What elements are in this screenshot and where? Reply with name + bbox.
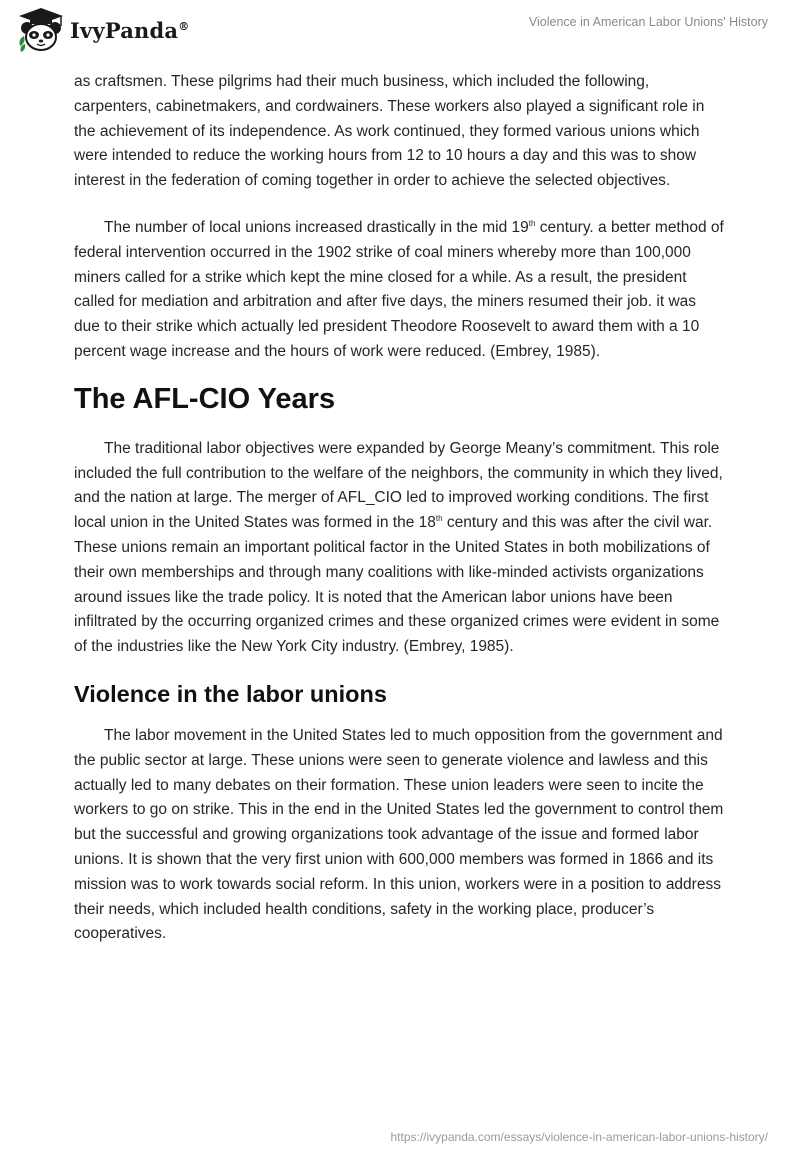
- page-header: [0, 0, 800, 60]
- ivypanda-logo[interactable]: [16, 6, 189, 54]
- section-heading: The AFL-CIO Years: [74, 382, 336, 415]
- ordinal-suffix: th: [528, 218, 536, 228]
- paragraph: The number of local unions increased drastically in the mid 19th century. a better method of federal intervention occurred in the 1902 strike of coal miners whereby more than 100,000 miners called for a strike which kept the mine closed for a while. As a result, the president called for mediation and arbitration and after five days, the miners resumed their job. it was due to their strike which actually led president Theodore Roosevelt to award them with a 10 percent wage increase and the hours of work were reduced. (Embrey, 1985).: [74, 218, 724, 360]
- ordinal-suffix: th: [435, 514, 443, 523]
- essay-content: [74, 70, 724, 947]
- section-heading: Violence in the labor unions: [74, 680, 387, 707]
- registered-mark: ®: [178, 19, 190, 33]
- panda-graduate-icon: [16, 6, 66, 54]
- paragraph: The labor movement in the United States led to much opposition from the government and the public sector at large. These unions were seen to generate violence and lawless and this actually led to many debates on their formation. These union leaders were seen to incite the workers to go on strike. This in the end in the United States led the government to control them but the successful and growing organizations took advantage of the issue and formed labor unions. It is shown that the very first union with 600,000 members was formed in 1866 and its mission was to work towards social reform. In this union, workers were in a position to address their needs, which included health conditions, safety in the working place, producer’s cooperatives.: [74, 726, 724, 943]
- paragraph: as craftsmen. These pilgrims had their much business, which included the following, carpenters, cabinetmakers, and cordwainers. These workers also played a significant role in the achievement of its independence. As work continued, they formed various unions which were intended to reduce the working hours from 12 to 10 hours a day and this was to show interest in the federation of coming together in order to achieve the selected objectives.: [74, 73, 705, 190]
- source-url[interactable]: https://ivypanda.com/essays/violence-in-american-labor-unions-history/: [390, 1130, 768, 1144]
- brand-name: IvyPanda®: [70, 17, 190, 43]
- paragraph: The traditional labor objectives were expanded by George Meany’s commitment. This role included the full contribution to the welfare of the neighbors, the community in which they lived, and the nation at large. The merger of AFL_CIO led to improved working conditions. The first local union in the United States was formed in the 18th century and this was after the civil war. These unions remain an important political factor in the United States in both mobilizations of their own memberships and through many coalitions with like-minded activists organizations around issues like the trade policy. It is noted that the American labor unions have been infiltrated by the occurring organized crimes and these organized crimes were evident in some of the industries like the New York City industry. (Embrey, 1985).: [74, 439, 723, 656]
- document-title: Violence in American Labor Unions' History: [528, 15, 768, 29]
